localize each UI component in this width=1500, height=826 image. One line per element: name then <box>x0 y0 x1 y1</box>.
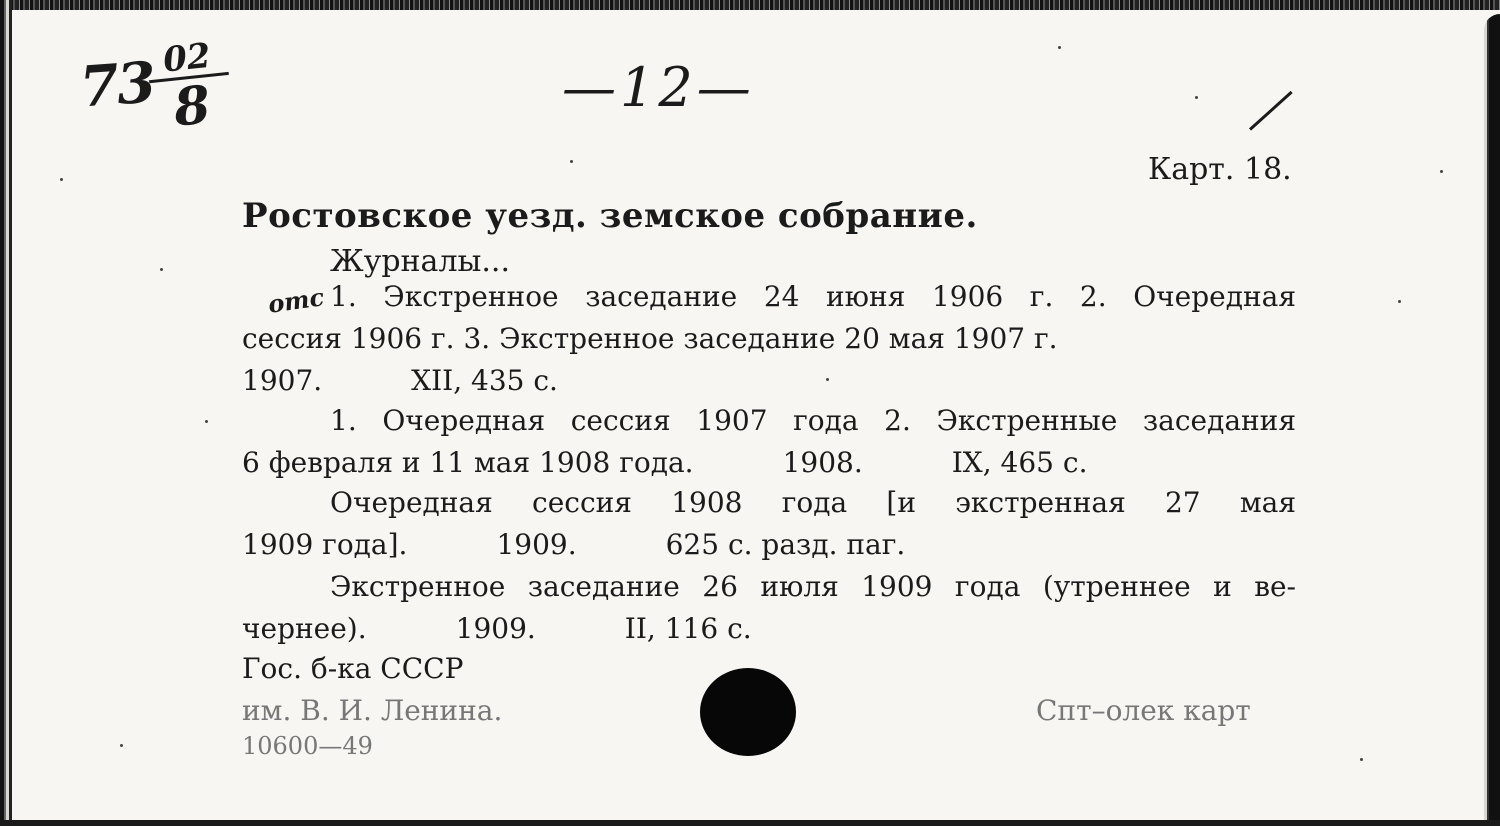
scan-right-edge <box>1484 14 1500 826</box>
entry-4-line-2: чернее). 1909. II, 116 с. <box>242 612 752 645</box>
scan-speck <box>570 160 573 163</box>
entry-4-line-1: Экстренное заседание 26 июля 1909 года (утреннее и ве- <box>330 570 1296 603</box>
scan-speck <box>1058 46 1061 49</box>
entry-1-line-2: сессия 1906 г. 3. Экстренное заседание 20 мая 1907 г. <box>242 322 1058 355</box>
card-number-strike <box>1249 91 1293 131</box>
library-stamp-line-1: Гос. б-ка СССР <box>242 652 464 685</box>
scan-top-edge <box>0 0 1500 10</box>
footer-right-text: Спт–олек карт <box>1036 694 1251 727</box>
entry-1-line-3: 1907. XII, 435 с. <box>242 364 558 397</box>
scan-speck <box>1195 96 1198 99</box>
record-title: Ростовское уезд. земское собрание. <box>242 196 978 236</box>
fraction-numerator: 02 <box>145 36 229 83</box>
library-stamp-line-2: им. В. И. Ленина. <box>242 694 503 727</box>
handwritten-shelf-number: 73 <box>77 49 157 121</box>
entry-2-line-2: 6 февраля и 11 мая 1908 года. 1908. IX, 465 с. <box>242 446 1088 479</box>
fraction-denominator: 8 <box>170 74 214 139</box>
punch-hole <box>700 668 796 756</box>
entry-3-line-2: 1909 года]. 1909. 625 с. разд. паг. <box>242 528 906 561</box>
card-number: Карт. 18. <box>1148 152 1292 187</box>
scan-speck <box>1398 300 1401 303</box>
scan-bottom-edge <box>0 820 1500 826</box>
scan-left-edge <box>0 0 12 826</box>
library-stamp-line-3: 10600—49 <box>242 732 373 760</box>
handwritten-fraction <box>145 36 234 139</box>
scan-speck <box>826 378 829 381</box>
handwritten-mark: отс <box>266 282 326 319</box>
scan-speck <box>120 744 123 747</box>
handwritten-page-mark: —12— <box>562 56 755 119</box>
entry-2-line-1: 1. Очередная сессия 1907 года 2. Экстренные заседания <box>330 404 1296 437</box>
scan-speck <box>205 420 208 423</box>
entry-1-line-1: 1. Экстренное заседание 24 июня 1906 г. 2. Очередная <box>330 280 1296 313</box>
scan-speck <box>1360 758 1363 761</box>
record-subtitle: Журналы... <box>330 244 510 279</box>
scan-speck <box>1440 170 1443 173</box>
scan-speck <box>160 268 163 271</box>
scan-speck <box>60 178 63 181</box>
entry-3-line-1: Очередная сессия 1908 года [и экстренная 27 мая <box>330 486 1296 519</box>
